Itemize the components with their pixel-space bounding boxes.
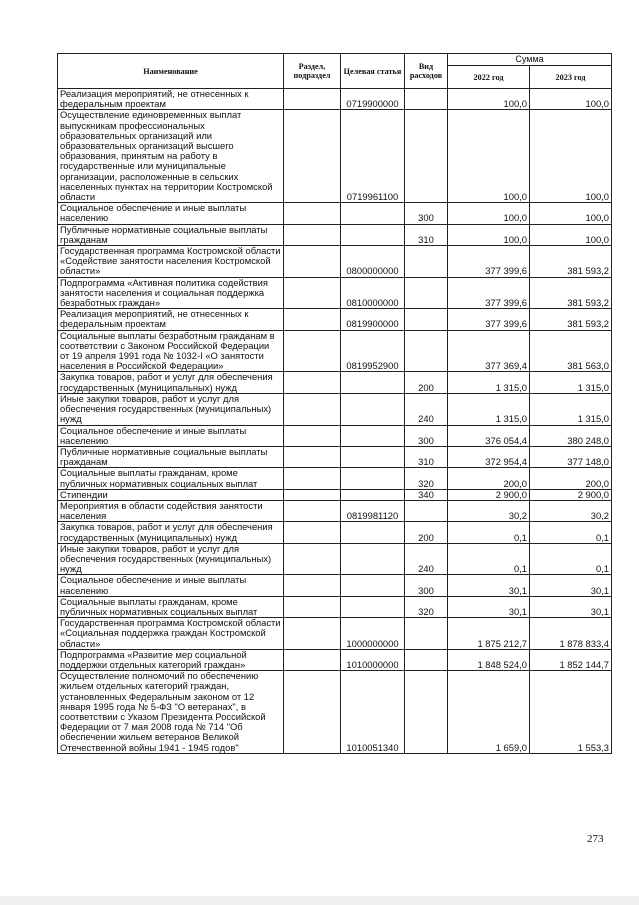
cell-name: Социальное обеспечение и иные выплаты населению [58,425,284,446]
cell-section [284,618,341,650]
table-row [58,575,612,596]
cell-name: Осуществление полномочий по обеспечению жильем отдельных категорий граждан, установленных Федеральным законом от 12 января 1995 года № 5-ФЗ "О ветеранах", в соответствии с Указом Президента Российской Федерации от 7 мая 2008 года № 714 "Об обеспечении жильем ветеранов Великой Отечественной войны 1941 - 1945 годов" [58,671,284,754]
table-body [58,89,612,754]
table-row [58,500,612,521]
table-row [58,522,612,543]
cell-kind: 300 [405,575,448,596]
cell-2022: 377 399,6 [448,277,530,309]
cell-2023: 1 553,3 [530,671,612,754]
table-row [58,543,612,575]
cell-target: 0819952900 [341,330,405,372]
table-row [58,425,612,446]
cell-2022: 377 369,4 [448,330,530,372]
cell-2022: 100,0 [448,89,530,110]
table-row [58,596,612,617]
cell-kind: 340 [405,489,448,500]
cell-name: Закупка товаров, работ и услуг для обеспечения государственных (муниципальных) нужд [58,522,284,543]
table-row [58,393,612,425]
cell-target: 0719900000 [341,89,405,110]
cell-section [284,224,341,245]
cell-kind [405,110,448,203]
header-kind: Вид расходов [405,54,448,89]
cell-kind [405,330,448,372]
cell-2023: 30,1 [530,596,612,617]
cell-section [284,203,341,224]
cell-section [284,543,341,575]
cell-name: Подпрограмма «Активная политика содействия занятости населения и социальная поддержка безработных граждан» [58,277,284,309]
cell-kind [405,500,448,521]
cell-name: Социальное обеспечение и иные выплаты населению [58,575,284,596]
cell-section [284,246,341,278]
cell-2023: 381 593,2 [530,309,612,330]
cell-name: Осуществление единовременных выплат выпускникам профессиональных образовательных организаций или образовательных организаций высшего образования, принятым на работу в государственные или муниципальные организации, расположенные в сельских населенных пунктах на территории Костромской области [58,110,284,203]
cell-2023: 100,0 [530,110,612,203]
cell-2023: 2 900,0 [530,489,612,500]
cell-2022: 376 054,4 [448,425,530,446]
cell-kind: 300 [405,203,448,224]
cell-kind [405,618,448,650]
cell-kind: 240 [405,543,448,575]
cell-name: Социальные выплаты гражданам, кроме публичных нормативных социальных выплат [58,596,284,617]
cell-kind [405,246,448,278]
cell-target: 0719961100 [341,110,405,203]
cell-section [284,596,341,617]
cell-kind [405,671,448,754]
cell-2022: 100,0 [448,203,530,224]
cell-kind: 300 [405,425,448,446]
cell-name: Государственная программа Костромской области «Содействие занятости населения Костромской области» [58,246,284,278]
cell-section [284,425,341,446]
cell-target: 1010000000 [341,649,405,670]
cell-target [341,425,405,446]
cell-target [341,489,405,500]
cell-name: Государственная программа Костромской области «Социальная поддержка граждан Костромской области» [58,618,284,650]
cell-target [341,203,405,224]
table-row [58,277,612,309]
cell-name: Мероприятия в области содействия занятости населения [58,500,284,521]
cell-kind: 310 [405,224,448,245]
table-row [58,246,612,278]
cell-section [284,575,341,596]
cell-section [284,372,341,393]
cell-2023: 100,0 [530,203,612,224]
cell-kind: 320 [405,596,448,617]
table-row [58,89,612,110]
table-header [58,54,612,89]
cell-2023: 381 563,0 [530,330,612,372]
cell-kind [405,277,448,309]
cell-kind: 200 [405,372,448,393]
cell-target [341,393,405,425]
cell-2023: 0,1 [530,543,612,575]
cell-2022: 377 399,6 [448,309,530,330]
header-target: Целевая статья [341,54,405,89]
cell-target [341,372,405,393]
cell-target [341,468,405,489]
cell-name: Реализация мероприятий, не отнесенных к федеральным проектам [58,89,284,110]
cell-section [284,468,341,489]
cell-2023: 377 148,0 [530,446,612,467]
cell-name: Закупка товаров, работ и услуг для обеспечения государственных (муниципальных) нужд [58,372,284,393]
cell-2022: 30,1 [448,575,530,596]
table-row [58,203,612,224]
table-row [58,309,612,330]
cell-section [284,446,341,467]
cell-name: Иные закупки товаров, работ и услуг для обеспечения государственных (муниципальных) нужд [58,543,284,575]
cell-2023: 100,0 [530,224,612,245]
table-row [58,446,612,467]
cell-target [341,543,405,575]
cell-2022: 0,1 [448,522,530,543]
cell-name: Социальное обеспечение и иные выплаты населению [58,203,284,224]
cell-target: 0819900000 [341,309,405,330]
cell-2023: 381 593,2 [530,246,612,278]
cell-2023: 1 315,0 [530,393,612,425]
cell-2022: 1 315,0 [448,393,530,425]
cell-section [284,649,341,670]
cell-kind: 240 [405,393,448,425]
header-2023: 2023 год [530,66,612,89]
cell-name: Публичные нормативные социальные выплаты гражданам [58,224,284,245]
cell-2022: 1 315,0 [448,372,530,393]
table-row [58,372,612,393]
header-sum: Сумма [448,54,612,66]
page-number: 273 [587,833,604,845]
cell-2023: 100,0 [530,89,612,110]
cell-2022: 200,0 [448,468,530,489]
header-section: Раздел, подраздел [284,54,341,89]
cell-2022: 1 659,0 [448,671,530,754]
cell-kind [405,309,448,330]
cell-2022: 377 399,6 [448,246,530,278]
cell-2022: 2 900,0 [448,489,530,500]
cell-name: Подпрограмма «Развитие мер социальной поддержки отдельных категорий граждан» [58,649,284,670]
cell-target: 1010051340 [341,671,405,754]
cell-2022: 100,0 [448,224,530,245]
cell-target [341,575,405,596]
cell-section [284,489,341,500]
viewer-bottom-strip [0,896,639,905]
cell-target [341,224,405,245]
cell-target: 0800000000 [341,246,405,278]
cell-kind [405,649,448,670]
table-row [58,224,612,245]
cell-section [284,277,341,309]
cell-2023: 1 878 833,4 [530,618,612,650]
cell-2022: 30,2 [448,500,530,521]
cell-2022: 100,0 [448,110,530,203]
cell-2022: 30,1 [448,596,530,617]
cell-target [341,446,405,467]
table-row [58,618,612,650]
cell-target [341,596,405,617]
cell-name: Стипендии [58,489,284,500]
cell-section [284,500,341,521]
cell-target [341,522,405,543]
cell-kind: 200 [405,522,448,543]
cell-2022: 372 954,4 [448,446,530,467]
cell-kind: 320 [405,468,448,489]
cell-2023: 381 593,2 [530,277,612,309]
header-2022: 2022 год [448,66,530,89]
cell-name: Социальные выплаты гражданам, кроме публичных нормативных социальных выплат [58,468,284,489]
cell-2023: 1 315,0 [530,372,612,393]
cell-name: Публичные нормативные социальные выплаты гражданам [58,446,284,467]
cell-section [284,110,341,203]
cell-2023: 1 852 144,7 [530,649,612,670]
table-row [58,330,612,372]
cell-section [284,89,341,110]
cell-kind: 310 [405,446,448,467]
cell-name: Реализация мероприятий, не отнесенных к федеральным проектам [58,309,284,330]
cell-2022: 0,1 [448,543,530,575]
cell-target: 0810000000 [341,277,405,309]
cell-2023: 380 248,0 [530,425,612,446]
cell-target: 1000000000 [341,618,405,650]
cell-section [284,330,341,372]
budget-table [57,53,612,754]
cell-section [284,309,341,330]
cell-2023: 0,1 [530,522,612,543]
cell-section [284,393,341,425]
table-row [58,671,612,754]
cell-2022: 1 875 212,7 [448,618,530,650]
header-name: Наименование [58,54,284,89]
cell-section [284,522,341,543]
table-row [58,649,612,670]
cell-section [284,671,341,754]
cell-target: 0819981120 [341,500,405,521]
table-row [58,489,612,500]
cell-kind [405,89,448,110]
cell-name: Иные закупки товаров, работ и услуг для обеспечения государственных (муниципальных) нужд [58,393,284,425]
table-row [58,468,612,489]
cell-2022: 1 848 524,0 [448,649,530,670]
cell-2023: 200,0 [530,468,612,489]
cell-2023: 30,1 [530,575,612,596]
cell-2023: 30,2 [530,500,612,521]
table-row [58,110,612,203]
cell-name: Социальные выплаты безработным гражданам в соответствии с Законом Российской Федерации от 19 апреля 1991 года № 1032-I «О занятости населения в Российской Федерации» [58,330,284,372]
